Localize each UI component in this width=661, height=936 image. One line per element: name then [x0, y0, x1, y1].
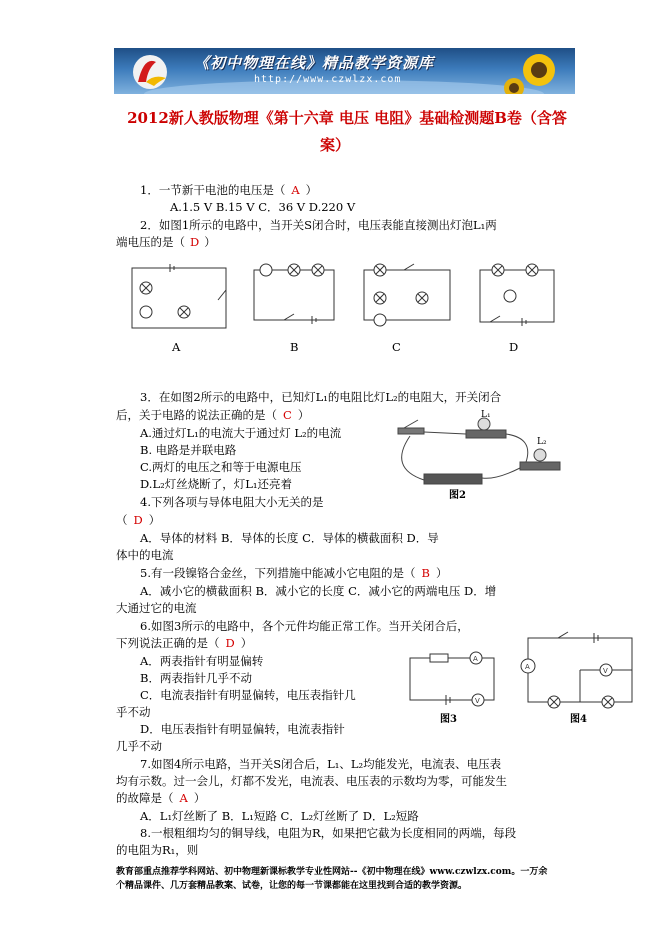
q3-option-a: A.通过灯L₁的电流大于通过灯 L₂的电流: [140, 426, 342, 440]
fig1-label-d: D: [509, 340, 519, 354]
banner-url: http://www.czwlzx.com: [254, 74, 402, 85]
footer-line1: 教育部重点推荐学科网站、初中物理新课标教学专业性网站--《初中物理在线》www.czwlzx.com。一万余: [116, 867, 548, 877]
q6-answer: D: [225, 636, 235, 650]
q5-options: A．减小它的横截面积 B．减小它的长度 C．减小它的两端电压 D．增: [140, 584, 497, 598]
q7-line2: 均有示数。过一会儿，灯都不发光，电流表、电压表的示数均为零，可能发生: [116, 774, 507, 788]
svg-text:A: A: [473, 655, 478, 663]
fig1-label-c: C: [392, 340, 401, 354]
figure4-circuit: [518, 628, 640, 710]
q7-line1: 7.如图4所示电路，当开关S闭合后，L₁、L₂均能发光，电流表、电压表: [140, 757, 502, 771]
q2-line2: 端电压的是（ D ）: [116, 235, 216, 249]
doc-title-line1: 2012新人教版物理《第十六章 电压 电阻》基础检测题B卷（含答: [127, 109, 567, 127]
doc-title-line2: 案）: [320, 136, 351, 154]
fig4-caption: 图4: [570, 714, 587, 725]
fig2-label-l2: L₂: [537, 437, 547, 447]
q3-line1: 3．在如图2所示的电路中，已知灯L₁的电阻比灯L₂的电阻大，开关闭合: [140, 390, 502, 404]
q4-line2: （ D ）: [116, 513, 161, 527]
q6-line1: 6.如图3所示的电路中，各个元件均能正常工作。当开关闭合后，: [140, 619, 469, 633]
q6-option-d-cont: 几乎不动: [116, 739, 162, 753]
svg-text:A: A: [525, 663, 530, 671]
q3-line2: 后，关于电路的说法正确的是（ C ）: [116, 408, 310, 422]
q1-answer: A: [291, 183, 300, 197]
fig1-label-b: B: [290, 340, 299, 354]
q7-options: A．L₁灯丝断了 B．L₁短路 C．L₂灯丝断了 D．L₂短路: [140, 809, 419, 823]
q4-options-cont: 体中的电流: [116, 548, 174, 562]
header-banner: [114, 48, 575, 94]
circuit-b: [254, 264, 334, 324]
q5-answer: B: [421, 566, 430, 580]
q6-option-d: D．电压表指针有明显偏转，电流表指针: [140, 722, 345, 736]
svg-text:V: V: [603, 667, 608, 675]
banner-title: 《初中物理在线》精品教学资源库: [194, 54, 435, 72]
q8-line1: 8.一根粗细均匀的铜导线，电阻为R，如果把它截为长度相同的两端，每段: [140, 826, 517, 840]
fig1-label-a: A: [172, 340, 181, 354]
q8-line2: 的电阻为R₁，则: [116, 843, 199, 857]
q2-answer: D: [190, 235, 200, 249]
q4-answer: D: [133, 513, 143, 527]
footer-line2: 个精品课件、几万套精品教案、试卷，让您的每一节课都能在这里找到合适的教学资源。: [116, 881, 468, 891]
q6-line2: 下列说法正确的是（ D ）: [116, 636, 253, 650]
q6-option-c: C．电流表指针有明显偏转，电压表指针几: [140, 688, 356, 702]
fig2-caption: 图2: [449, 490, 466, 501]
circuit-d: [480, 264, 554, 326]
q3-option-b: B. 电路是并联电路: [140, 443, 237, 457]
fig2-label-l1: L₁: [481, 410, 491, 420]
logo-icon: [133, 55, 167, 89]
q6-option-c-cont: 乎不动: [116, 705, 151, 719]
sunflower-icon: [504, 54, 555, 94]
q4-options: A．导体的材料 B．导体的长度 C．导体的横截面积 D．导: [140, 531, 439, 545]
fig3-caption: 图3: [440, 714, 457, 725]
figure2-circuit: [384, 408, 566, 500]
q3-answer: C: [283, 408, 292, 422]
svg-text:V: V: [475, 697, 480, 705]
q5-options-cont: 大通过它的电流: [116, 601, 197, 615]
q7-line3: 的故障是（ A ）: [116, 791, 206, 805]
q4-line1: 4.下列各项与导体电阻大小无关的是: [140, 495, 324, 509]
q6-option-b: B．两表指针几乎不动: [140, 671, 252, 685]
q1-stem: 1．一节新干电池的电压是（ A ）: [140, 183, 318, 197]
q5-line1: 5.有一段镍铬合金丝，下列措施中能减小它电阻的是（ B ）: [140, 566, 448, 580]
circuit-a: [132, 264, 226, 328]
q3-option-d: D.L₂灯丝烧断了，灯L₁还亮着: [140, 477, 292, 491]
circuit-c: [364, 264, 450, 326]
q1-options: A.1.5 V B.15 V C．36 V D.220 V: [170, 200, 356, 214]
figure3-circuit: [402, 648, 502, 718]
figure1-circuits: [118, 260, 558, 355]
q3-option-c: C.两灯的电压之和等于电源电压: [140, 460, 302, 474]
q2-line1: 2．如图1所示的电路中，当开关S闭合时，电压表能直接测出灯泡L₁两: [140, 218, 497, 232]
q6-option-a: A．两表指针有明显偏转: [140, 654, 264, 668]
q7-answer: A: [179, 791, 188, 805]
